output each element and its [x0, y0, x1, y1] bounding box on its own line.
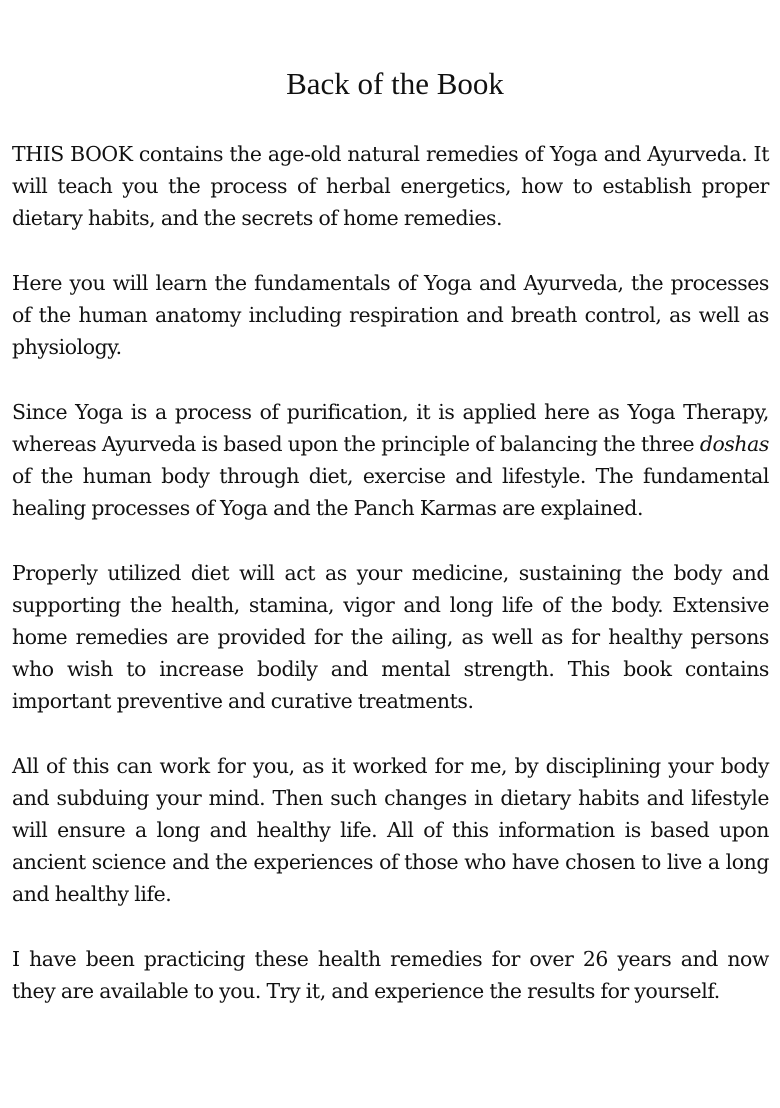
- paragraph-3-text-end: of the human body through diet, exercise and lifestyle. The fundamental healing processes of Yoga and the Panch Karmas are explained.: [12, 464, 769, 520]
- paragraph-6: I have been practicing these health remedies for over 26 years and now they are available to you. Try it, and experience the results for yourself.: [12, 947, 769, 1003]
- paragraph-2: Here you will learn the fundamentals of Yoga and Ayurveda, the processes of the human anatomy including respiration and breath control, as well as physiology.: [12, 271, 769, 359]
- paragraph-5: All of this can work for you, as it worked for me, by disciplining your body and subduing your mind. Then such changes in dietary habits and lifestyle will ensure a long and healthy life. All of this information is based upon ancient science and the experiences of those who have chosen to live a long and healthy life.: [12, 754, 769, 906]
- paragraph-3-text-start: Since Yoga is a process of purification, it is applied here as Yoga Therapy, whereas Ayurveda is based upon the principle of balancing the three: [12, 400, 769, 456]
- page-title: Back of the Book: [286, 66, 504, 101]
- paragraph-4: Properly utilized diet will act as your medicine, sustaining the body and supporting the health, stamina, vigor and long life of the body. Extensive home remedies are provided for the ailing, as well as for healthy persons who wish to increase bodily and mental strength. This book contains important preventive and curative treatments.: [12, 561, 769, 713]
- body-text: [12, 138, 769, 1007]
- paragraph-3: [12, 396, 769, 524]
- paragraph-1: THIS BOOK contains the age-old natural remedies of Yoga and Ayurveda. It will teach you the process of herbal energetics, how to establish proper dietary habits, and the secrets of home remedies.: [12, 142, 769, 230]
- doshas-term: doshas: [699, 432, 769, 456]
